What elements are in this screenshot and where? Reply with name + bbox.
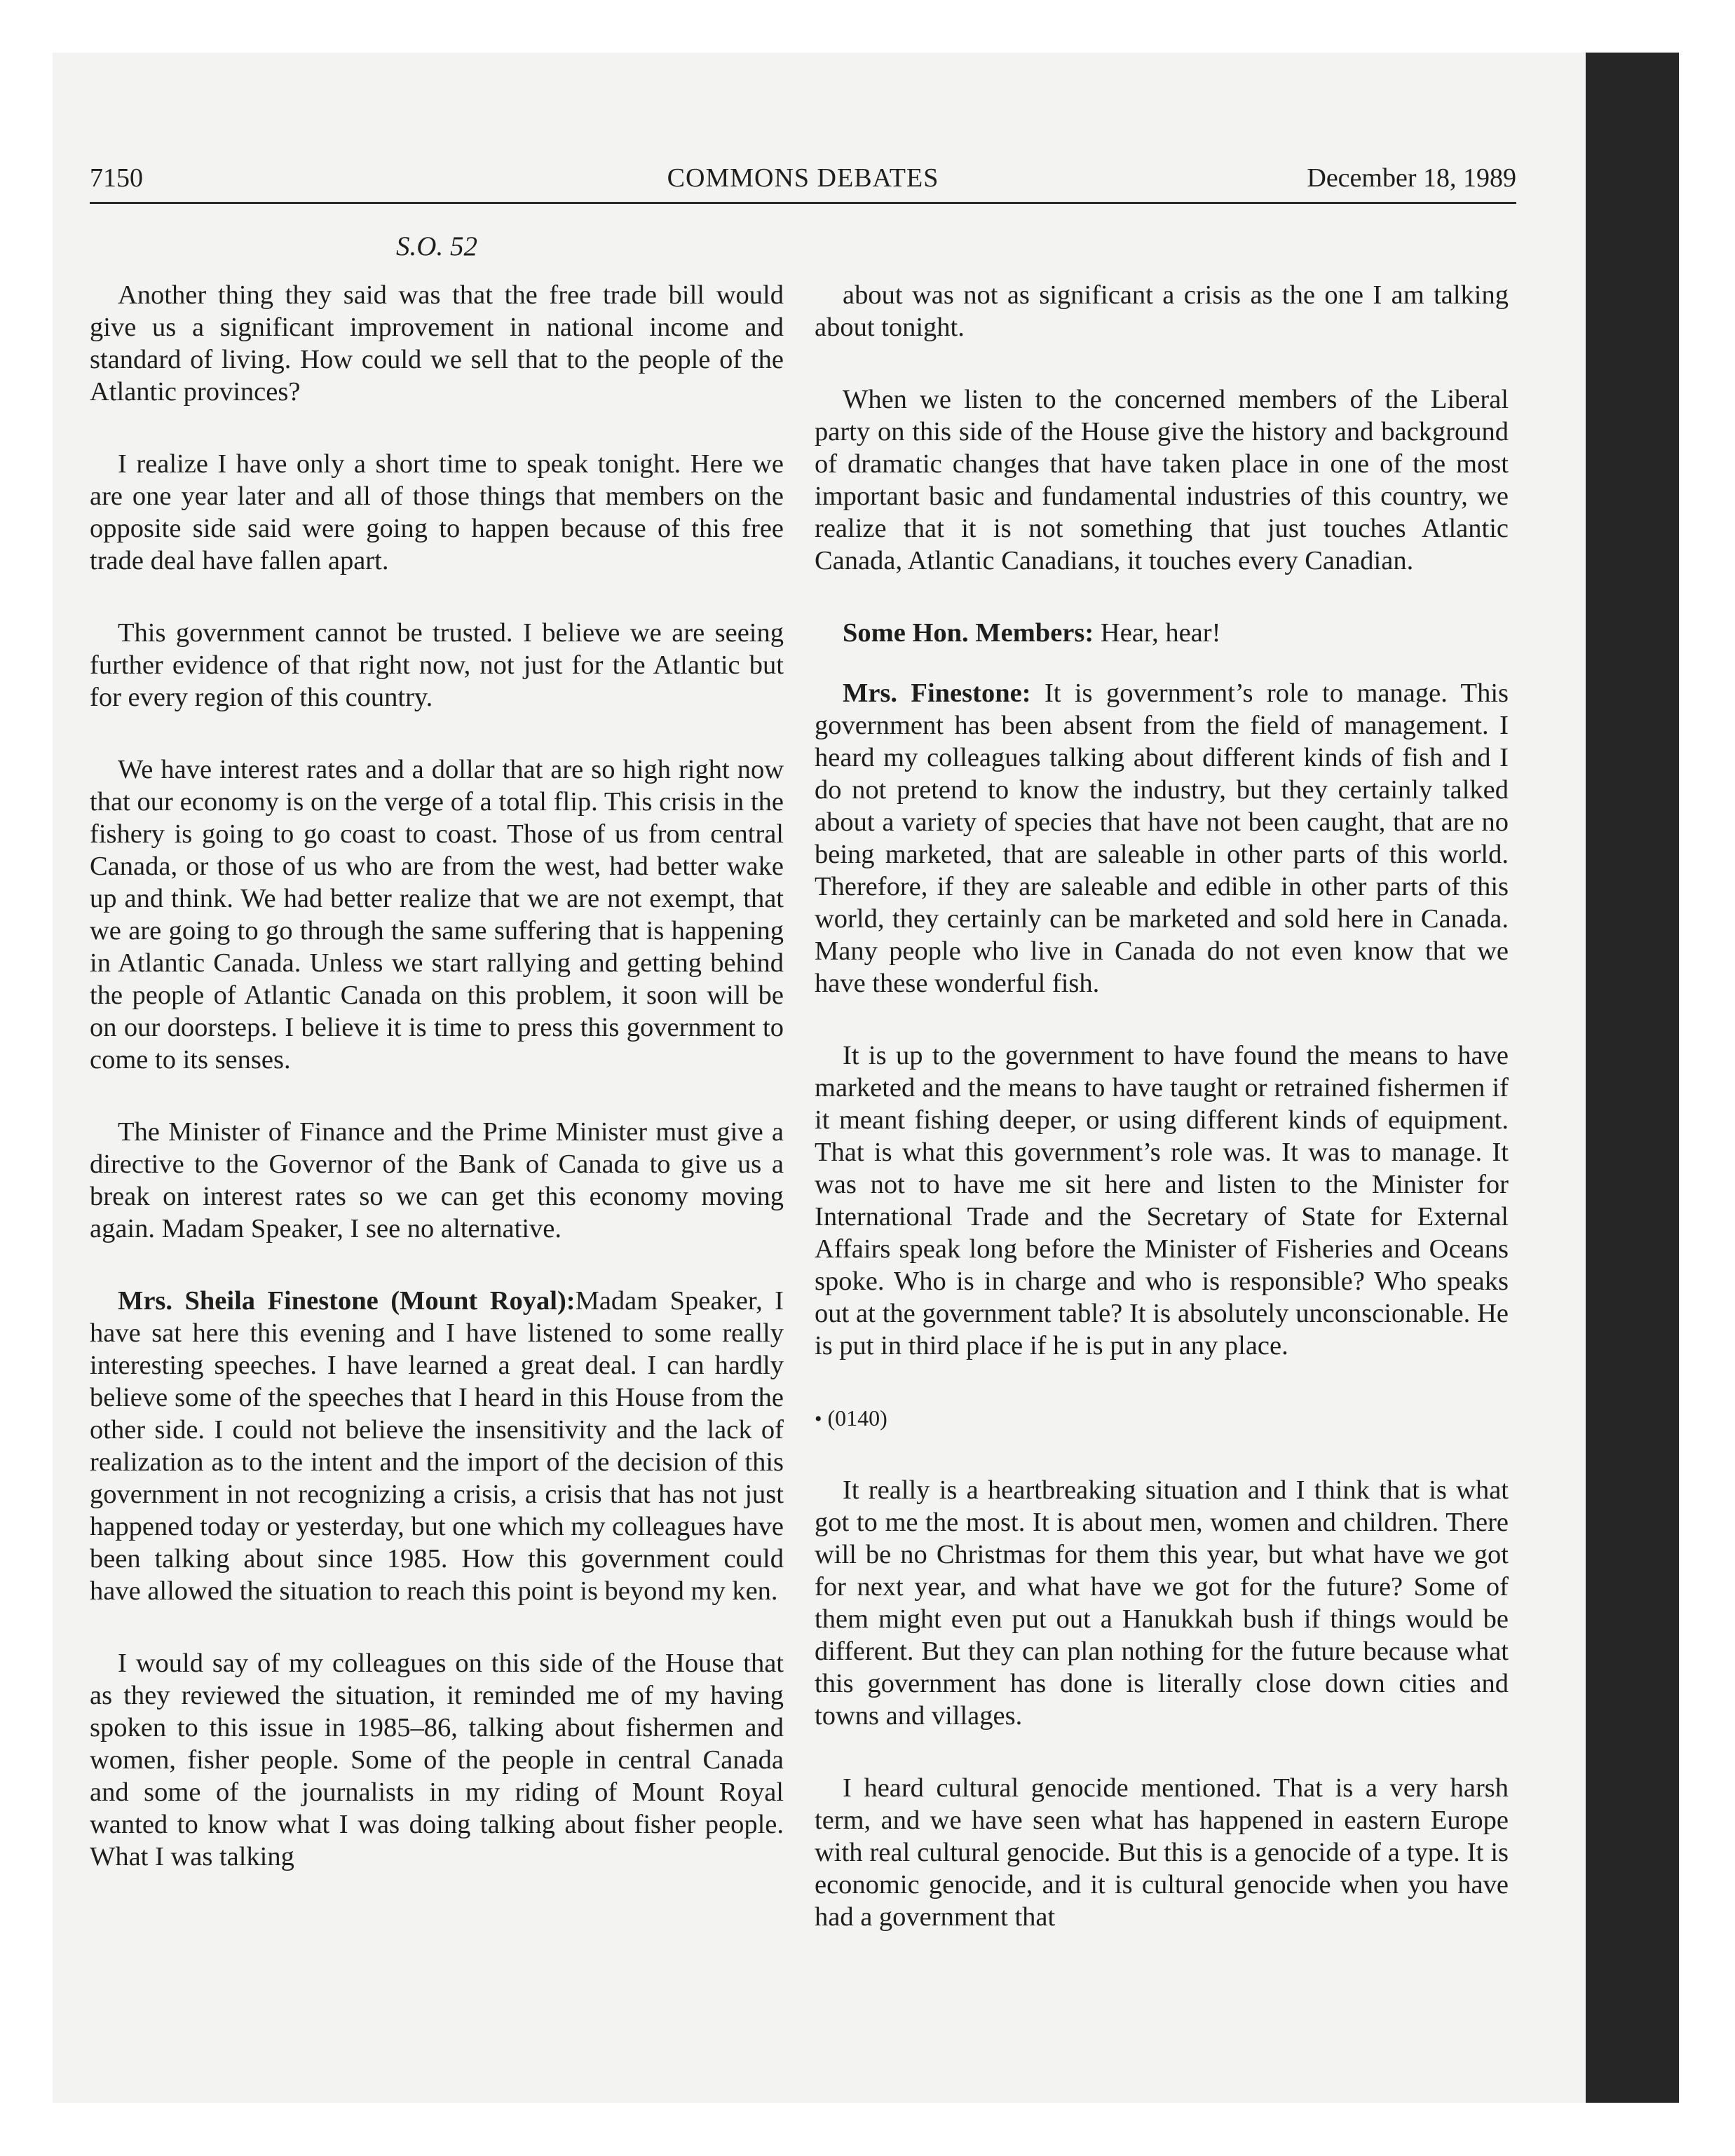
paragraph-text: It is up to the government to have found the means to have marketed and the means to have taught or retrained fishermen if it meant fishing deeper, or using different kinds of equipment. That is what this government’s role was. It was to manage. It was not to have me sit here and listen to the Minister for International Trade and the Secretary of State for External Affairs speak long before the Minister of Fisheries and Oceans spoke. Who is in charge and who is responsible? Who speaks out at the government table? It is absolutely unconscionable. He is put in third place if he is put in any place.	[815, 1041, 1509, 1360]
paragraph	[90, 617, 784, 714]
speaker-name: Some Hon. Members:	[843, 618, 1094, 648]
paragraph-text: I heard cultural genocide mentioned. That is a very harsh term, and we have seen what has happened in eastern Europe with real cultural genocide. But this is a genocide of a type. It is economic genocide, and it is cultural genocide when you have had a government that	[815, 1773, 1509, 1932]
page-date: December 18, 1989	[1307, 163, 1516, 193]
speaker-name: Mrs. Finestone:	[843, 678, 1031, 708]
paragraph-text: The Minister of Finance and the Prime Minister must give a directive to the Governor of the Bank of Canada to give us a break on interest rates so we can get this economy moving again. Madam Speaker, I see no alternative.	[90, 1117, 784, 1243]
paragraph-text: Hear, hear!	[1100, 618, 1221, 648]
paragraph-text: Another thing they said was that the free trade bill would give us a significant improvement in national income and standard of living. How could we sell that to the people of the Atlantic provinces?	[90, 280, 784, 407]
paragraph	[90, 448, 784, 577]
paragraph-text: We have interest rates and a dollar that are so high right now that our economy is on the verge of a total flip. This crisis in the fishery is going to go coast to coast. Those of us from central Canada, or those of us who are from the west, had better wake up and think. We had better realize that we are not exempt, that we are going to go through the same suffering that is happening in Atlantic Canada. Unless we start rallying and getting behind the people of Atlantic Canada on this problem, it soon will be on our doorsteps. I believe it is time to press this government to come to its senses.	[90, 755, 784, 1074]
paragraph	[815, 383, 1509, 577]
paragraph-text: It really is a heartbreaking situation and I think that is what got to me the most. It is about men, women and children. There will be no Christmas for them this year, but what have we got for next year, and what have we got for the future? Some of them might even put out a Hanukkah bush if things would be different. But they can plan nothing for the future because what this government has done is literally close down cities and towns and villages.	[815, 1475, 1509, 1731]
paragraph	[90, 1116, 784, 1245]
running-header	[90, 157, 1516, 199]
standing-order-marker: S.O. 52	[396, 231, 477, 261]
paragraph	[90, 1647, 784, 1873]
paragraph-text: about was not as significant a crisis as the one I am talking about tonight.	[815, 280, 1509, 342]
paragraph	[90, 279, 784, 408]
paragraph	[815, 1474, 1509, 1732]
paragraph	[815, 617, 1509, 649]
scan-border-shadow	[1586, 53, 1679, 2103]
paragraph	[815, 1039, 1509, 1362]
page-number: 7150	[90, 163, 143, 193]
right-column	[815, 279, 1509, 1973]
paragraph-text: I would say of my colleagues on this side of the House that as they reviewed the situation, it reminded me of my having spoken to this issue in 1985–86, talking about fishermen and women, fisher people. Some of the people in central Canada and some of the journalists in my riding of Mount Royal wanted to know what I was doing talking about fisher people. What I was talking	[90, 1649, 784, 1871]
paragraph-text: This government cannot be trusted. I believe we are seeing further evidence of that right now, not just for the Atlantic but for every region of this country.	[90, 618, 784, 712]
time-stamp-text: (0140)	[827, 1405, 887, 1431]
speaker-name: Mrs. Sheila Finestone (Mount Royal):	[118, 1286, 576, 1316]
paragraph	[815, 279, 1509, 343]
left-column	[90, 279, 784, 1913]
paragraph	[815, 1772, 1509, 1933]
paragraph-text: When we listen to the concerned members of the Liberal party on this side of the House give the history and background of dramatic changes that have taken place in one of the most important basic and fundamental industries of this country, we realize that it is not something that just touches Atlantic Canada, Atlantic Canadians, it touches every Canadian.	[815, 385, 1509, 575]
bullet-icon: •	[815, 1407, 822, 1431]
publication-title: COMMONS DEBATES	[667, 163, 939, 193]
paragraph	[90, 1285, 784, 1607]
paragraph-text: I realize I have only a short time to speak tonight. Here we are one year later and all of those things that members on the opposite side said were going to happen because of this free trade deal have fallen apart.	[90, 449, 784, 575]
paragraph-text: Madam Speaker, I have sat here this evening and I have listened to some really interesting speeches. I have learned a great deal. I can hardly believe some of the speeches that I heard in this House from the other side. I could not believe the insensitivity and the lack of realization as to the intent and the import of the decision of this government in not recognizing a crisis, a crisis that has not just happened today or yesterday, but one which my colleagues have been talking about since 1985. How this government could have allowed the situation to reach this point is beyond my ken.	[90, 1286, 784, 1606]
paragraph	[815, 677, 1509, 999]
paragraph	[90, 753, 784, 1076]
time-stamp	[815, 1402, 1509, 1435]
header-rule	[90, 202, 1516, 204]
paragraph-text: It is government’s role to manage. This government has been absent from the field of management. I heard my colleagues talking about different kinds of fish and I do not pretend to know the industry, but they certainly talked about a variety of species that have not been caught, that are no being marketed, that are saleable in other parts of this world. Therefore, if they are saleable and edible in other parts of this world, they certainly can be marketed and sold here in Canada. Many people who live in Canada do not even know that we have these wonderful fish.	[815, 678, 1509, 998]
